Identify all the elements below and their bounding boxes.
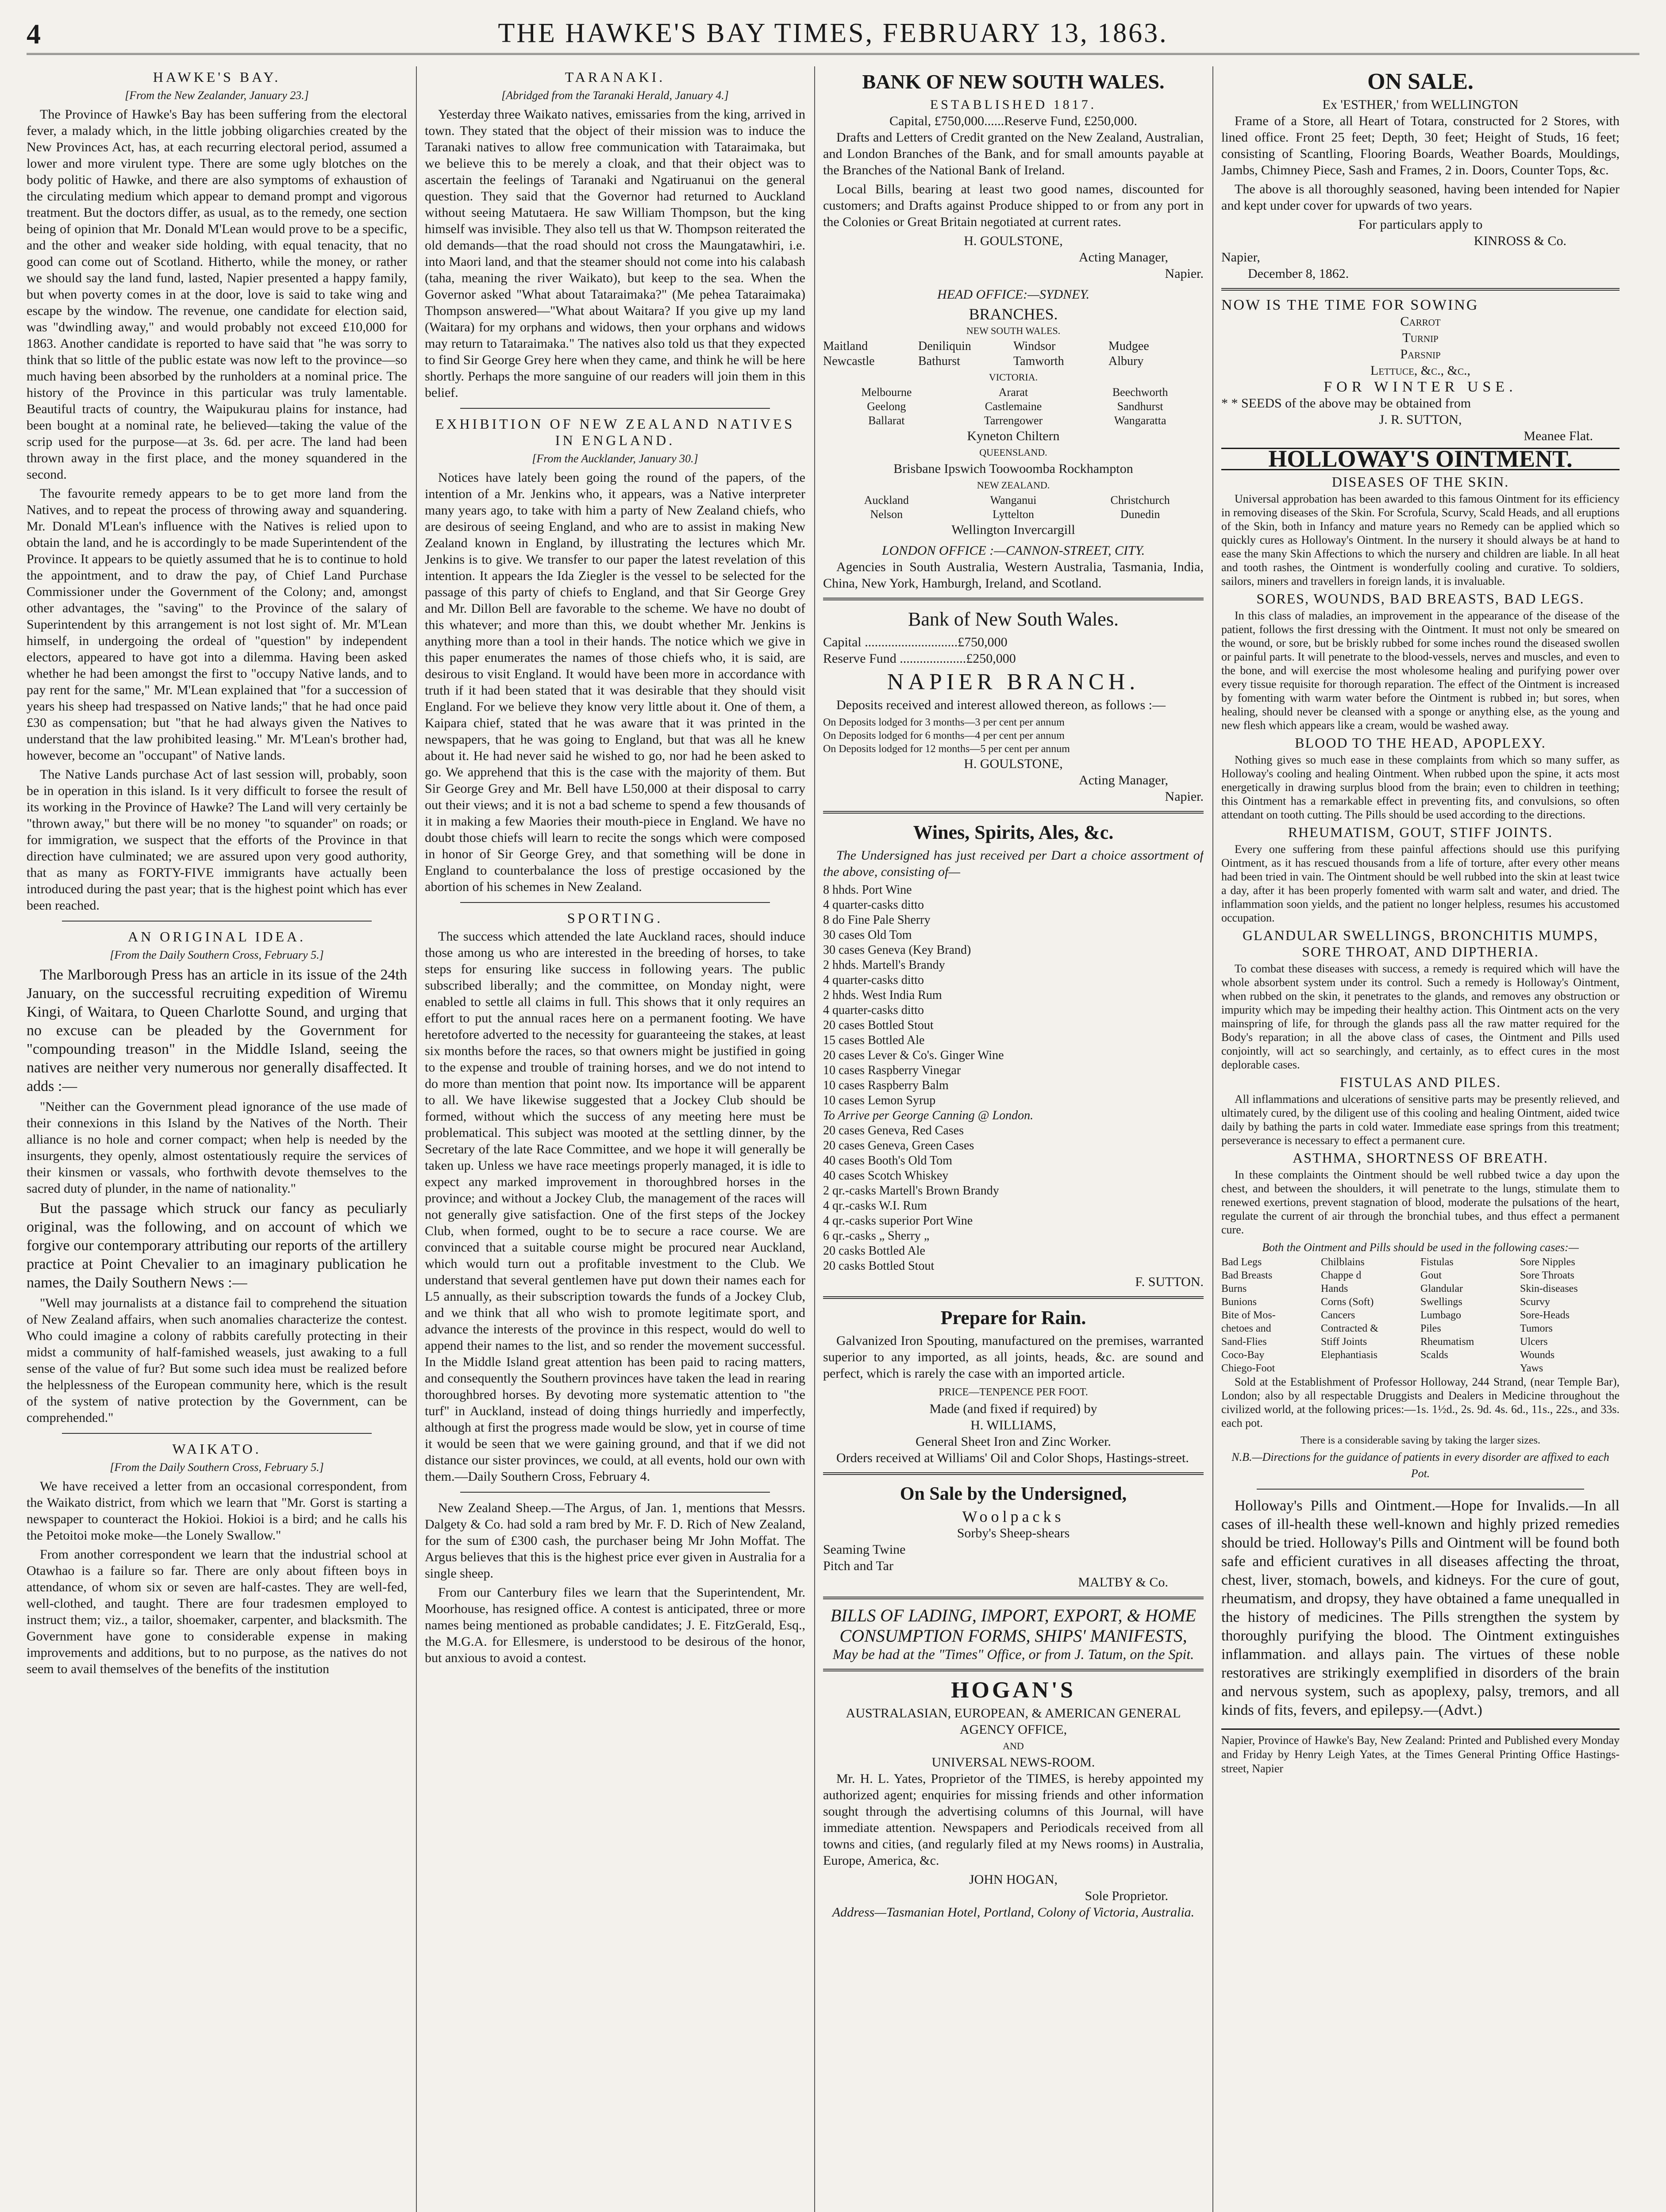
ailment-cell: Burns [1221, 1283, 1247, 1294]
ad-title: Bank of New South Wales. [908, 608, 1119, 630]
ad-line: N.B.—Directions for the guidance of patients in every disorder are affixed to each Pot. [1231, 1451, 1609, 1480]
ad-line: Made (and fixed if required) by [929, 1402, 1097, 1416]
ad-paragraph: Orders received at Williams' Oil and Color Shops, Hastings-street. [836, 1451, 1189, 1465]
list-item: 8 hhds. Port Wine [823, 883, 912, 897]
ad-signer-title: Acting Manager, [1078, 773, 1168, 787]
list-item: 4 qr.-casks superior Port Wine [823, 1214, 973, 1228]
list-item: 4 quarter-casks ditto [823, 1003, 924, 1017]
article-paragraph: "Well may journalists at a distance fail to comprehend the situation of New Zealand affairs, when such anomalies characterize the contest. Who could imagine a colony of rabbits carefully protecting in their midst a community of half-famished weasels, just awaking to a full sense of the value of fur? But some such idea must be realized before the helplessness of the European community here, which is the result of the system of native protection by the Government, can be comprehended." [27, 1296, 407, 1425]
ailment-cell: Sore Throats [1520, 1270, 1574, 1281]
list-item: 2 qr.-casks Martell's Brown Brandy [823, 1184, 999, 1198]
article-paragraph: Notices have lately been going the round of the papers, of the intention of a Mr. Jenkins who, it appears, was a Native interpreter many years ago, to take with him a party of New Zealand chiefs, who are desirous of seeing England, and who are to assist in making New Zealand known in England, by illustrating the lectures which Mr. Jenkins is to give. We transfer to our paper the latest revelation of this intention. It appears the Ida Ziegler is the vessel to be selected for the passage of this party of chiefs to England, and that Sir George Grey and Mr. Dillon Bell are favorable to the scheme. We have no doubt of this whatever; and more than this, we doubt whether Mr. Jenkins is anything more than a tool in their hands. The notice which we give in this paper enumerates the names of those chiefs who, it is said, are desirous to visit England. It would have been more in accordance with truth if it had been stated that it was desirable that they should visit England. For we believe they know very little about it. One of them, a Kaipara chief, stated that he was aware that it was printed in the newspapers, that he was going to England, but that was all he knew about it. He had never said he wished to go, nor had he been asked to go. We apprehend that this is the case with the majority of them. But Sir George Grey and Mr. Bell have L50,000 at their disposal to carry out their views; and it is not a bad scheme to spend a few thousands of it in making a few Maories their mouth-piece in England. We have no doubt those chiefs will learn to recite the songs which were composed in honor of Sir George Grey, and that something will be done in England to counterbalance the loss of prestige occasioned by the abortion of his schemes in New Zealand. [425, 470, 805, 894]
list-item: Parsnip [1400, 347, 1441, 361]
deposit-rate: On Deposits lodged for 6 months—4 per cent per annum [823, 730, 1065, 741]
ad-signer-title: Acting Manager, [1078, 250, 1168, 265]
list-item: 10 cases Lemon Syrup [823, 1094, 936, 1107]
ad-paragraph: To combat these diseases with success, a remedy is required which will have the whole absorbent system under its control. Such a remedy is Holloway's Ointment, when rubbed on the skin, it penetrates to the glands, and removes any obstruction or impurity which may be impeding their healthy action. This Ointment acts on the very mainspring of life, for through the glands pass all the raw matter required for the Body's reparation; in all the above class of cases, the Ointment and Pills used conjointly, will act so searchingly, and certainly, as to effect cures in the most deplorable cases. [1221, 962, 1620, 1071]
ailment-cell: Stiff Joints [1321, 1336, 1367, 1348]
ailment-cell: Swellings [1420, 1296, 1462, 1308]
article-source: [From the Aucklander, January 30.] [532, 452, 698, 465]
branch-name: Newcastle [823, 354, 875, 368]
ad-capital: Capital, £750,000......Reserve Fund, £250,000. [889, 114, 1137, 128]
ailment-cell: Corns (Soft) [1321, 1296, 1374, 1308]
list-item: 10 cases Raspberry Vinegar [823, 1064, 961, 1077]
ailment-cell: Chappe d [1321, 1270, 1362, 1281]
ailment-cell: Bad Legs [1221, 1256, 1262, 1268]
ad-subtitle: ESTABLISHED 1817. [930, 97, 1097, 112]
section-divider [823, 1472, 1204, 1475]
branch-list-nsw [823, 339, 1204, 369]
column-3 [823, 66, 1204, 2212]
article-source: [Abridged from the Taranaki Herald, January 4.] [501, 89, 729, 102]
branch-name: Bathurst [918, 354, 960, 368]
column-rule [416, 66, 417, 2212]
branch-list-nz [823, 493, 1204, 522]
article-paragraph: The Province of Hawke's Bay has been suffering from the electoral fever, a malady which, in the little jobbing oligarchies created by the New Provinces Act, has, at each recurring electoral period, assumed a lower and more virulent type. There are some ugly blotches on the body politic of Hawke, and there are also symptoms of exhaustion of the circulating medium which appear to demand prompt and vigorous treatment. But the doctors differ, as usual, as to the remedy, one section being of opinion that Mr. Donald M'Lean would prove to be a specific, and the other and weaker side holding, with equal tenacity, that no good can come out of Scotland. Hitherto, while the money, or rather we should say the land fund, lasted, Napier presented a happy family, but when poverty comes in at the door, love is said to take wing and escape by the window. The revenue, one candidate for election said, was "dwindling away," and would probably not exceed £10,000 for 1863. Another candidate is reported to have said that "he was sorry to think that so little of the public estate was now left to the province—so much having been absorbed by the runholders at a nominal price. The history of the Province in this particular was truly lamentable. Beautiful tracts of country, the Waipukurau plains for instance, had been bought at a nominal rate, he believed—taking the value of the scrip used for the purpose—at 3s. 6d. per acre. The land had been thrown away in the first place, and the money squandered in the second. [27, 107, 407, 482]
branch-name: Nelson [870, 508, 903, 521]
ad-signer: H. GOULSTONE, [964, 757, 1063, 771]
article-heading: AN ORIGINAL IDEA. [127, 929, 306, 945]
ad-subtitle: FOR WINTER USE. [1324, 379, 1517, 395]
branch-name: Wangaratta [1114, 414, 1166, 427]
ailment-cell: Skin-diseases [1520, 1283, 1578, 1294]
ad-paragraph: Local Bills, bearing at least two good names, discounted for customers; and Drafts against Produce shipped to or from any port in the Colonies or Great Britain negotiated at current rates. [823, 182, 1204, 229]
ad-title: BANK OF NEW SOUTH WALES. [862, 70, 1165, 93]
branch-name: Windsor [1013, 339, 1056, 353]
ad-region-label: QUEENSLAND. [979, 447, 1047, 458]
list-item: 2 hhds. West India Rum [823, 988, 942, 1002]
list-item: Carrot [1400, 314, 1441, 329]
article-source: [From the Daily Southern Cross, February 5.] [110, 949, 324, 961]
list-item: 20 casks Bottled Ale [823, 1244, 925, 1258]
article-paragraph: The Marlborough Press has an article in its issue of the 24th January, on the successful recruiting expedition of Wiremu Kingi, of Waitara, to Queen Charlotte Sound, and urging that no excuse can be pleaded by the Government for "compounding treason" in the Middle Island, seeing the natives are neither very numerous nor generally disaffected. It adds :— [27, 967, 407, 1094]
ad-paragraph: In this class of maladies, an improvement in the appearance of the disease of the patient, follows the first dressing with the Ointment. It must not only be smeared on the wound, or sore, but be briskly rubbed for some inches round the diseased swollen or painful parts. It will penetrate to the blood-vessels, nerves and muscles, and even to the bone, and will exercise the most wholesome healing and purifying power over every tissue requisite for thorough reparation. The effect of the Ointment is increased by fomenting with warm water before the Ointment is rubbed in; but sores, when healing, should never be cleansed with a sponge or anything else, as the young and new flesh which appears like a cream, would be washed away. [1221, 609, 1620, 732]
ad-paragraph: The Undersigned has just received per Dart a choice assortment of the above, consisting of— [823, 848, 1204, 879]
ad-signer-title: General Sheet Iron and Zinc Worker. [916, 1434, 1111, 1449]
branch-name: Wanganui [990, 494, 1037, 507]
newspaper-title: THE HAWKE'S BAY TIMES, FEBRUARY 13, 1863. [498, 18, 1168, 48]
ad-title: HOGAN'S [951, 1678, 1076, 1703]
ad-line: For particulars apply to [1358, 217, 1483, 232]
ad-signer: J. R. SUTTON, [1379, 412, 1462, 427]
ad-subtitle: AND [1003, 1740, 1024, 1751]
page-number: 4 [27, 18, 41, 50]
branch-line: Kyneton Chiltern [967, 429, 1060, 443]
ad-paragraph: Holloway's Pills and Ointment.—Hope for Invalids.—In all cases of ill-health these well-known and highly prized remedies should be tried. Holloway's Pills and Ointment will be found both safe and efficient curatives in all diseases affecting the throat, chest, liver, stomach, bowels, and kidneys. For the cure of gout, rheumatism, and dropsy, they have obtained a fame unequalled in the history of medicines. The Pills strengthen the system by thoroughly purifying the blood. The Ointment extinguishes inflammation. and allays pain. The virtues of these noble restoratives are strikingly exemplified in disorders of the brain and nervous system, such as apoplexy, palsy, tremors, and all kinds of fits, fevers, and epilepsy.—(Advt.) [1221, 1498, 1620, 1718]
article-paragraph: New Zealand Sheep.—The Argus, of Jan. 1, mentions that Messrs. Dalgety & Co. had sold a ram bred by Mr. F. D. Rich of New Zealand, for the sum of £300 cash, the purchaser being Mr John Moffat. The Argus believes that this is the highest price ever given in Australia for a single sheep. [425, 1501, 805, 1581]
branch-name: Mudgee [1108, 339, 1149, 353]
ad-paragraph: The above is all thoroughly seasoned, having been intended for Napier and kept under cover for upwards of two years. [1221, 182, 1620, 213]
section-divider [823, 811, 1204, 814]
ailment-cell: Chiego-Foot [1221, 1363, 1275, 1374]
branch-name: Beechworth [1112, 386, 1168, 399]
ad-london-office: LONDON OFFICE :—CANNON-STREET, CITY. [881, 543, 1145, 558]
ad-signer-title: Sole Proprietor. [1085, 1889, 1168, 1903]
ailment-cell: Ulcers [1520, 1336, 1548, 1348]
list-item: 8 do Fine Pale Sherry [823, 913, 931, 927]
ailment-cell: Glandular [1420, 1283, 1463, 1294]
ailment-cell: Tumors [1520, 1323, 1553, 1334]
ailment-cell: Yaws [1520, 1363, 1543, 1374]
list-item: 2 hhds. Martell's Brandy [823, 958, 945, 972]
list-item: Turnip [1402, 330, 1439, 345]
ad-line: May be had at the "Times" Office, or from J. Tatum, on the Spit. [832, 1646, 1194, 1662]
ailment-cell: Contracted & [1321, 1323, 1378, 1334]
branch-name: Ararat [998, 386, 1028, 399]
ad-title: Prepare for Rain. [940, 1307, 1086, 1329]
list-item: 15 cases Bottled Ale [823, 1033, 925, 1047]
ailment-cell: Bunions [1221, 1296, 1257, 1308]
ad-paragraph: Every one suffering from these painful affections should use this purifying Ointment, as it has rescued thousands from a life of torture, after every other means had been tried in vain. The Ointment should be well rubbed into the skin at least twice a day, after it has been properly fomented with warm salt and water, and dried. The inflammation soon yields, and the patient no longer helpless, resumes his accustomed occupation. [1221, 843, 1620, 924]
masthead [27, 18, 1639, 55]
ad-subtitle: Ex 'ESTHER,' from WELLINGTON [1322, 97, 1519, 112]
branch-name: Lyttelton [993, 508, 1034, 521]
branch-list-vic [823, 385, 1204, 428]
list-item: 20 cases Geneva, Red Cases [823, 1124, 964, 1137]
ad-paragraph: Drafts and Letters of Credit granted on the New Zealand, Australian, and London Branches of the Bank, and for small amounts payable at the Branches of the National Bank of Ireland. [823, 130, 1204, 177]
article-paragraph: From another correspondent we learn that the industrial school at Otawhao is a failure so far. There are only about fifteen boys in attendance, of whom six or seven are half-castes. They are well-fed, well-clothed, and taught. There are four tradesmen employed to instruct them; viz., a tailor, shoemaker, carpenter, and blacksmith. The Government have gone to considerable expense in making improvements and additions, but to no purpose, as the natives do not seem to avail themselves of the benefits of the institution [27, 1547, 407, 1676]
ailment-cell: chetoes and [1221, 1323, 1271, 1334]
ad-paragraph: Frame of a Store, all Heart of Totara, constructed for 2 Stores, with lined office. Front 25 feet; Depth, 30 feet; Height of Studs, 16 feet; consisting of Scantling, Flooring Boards, Weather Boards, Mouldings, Jambs, Chimney Piece, Sash and Frames, 2 in. Doors, Counter Tops, &c. [1221, 114, 1620, 177]
ad-line: * * SEEDS of the above may be obtained from [1221, 396, 1471, 411]
column-rule [1212, 66, 1213, 2212]
list-item: 40 cases Scotch Whiskey [823, 1169, 949, 1183]
ad-branches-heading: BRANCHES. [969, 305, 1058, 323]
ailment-cell: Fistulas [1420, 1256, 1454, 1268]
ailment-cell: Sore Nipples [1520, 1256, 1575, 1268]
deposit-rate: On Deposits lodged for 3 months—3 per cent per annum [823, 717, 1065, 728]
branch-name: Maitland [823, 339, 868, 353]
ailment-cell: Sore-Heads [1520, 1310, 1570, 1321]
branch-name: Auckland [864, 494, 909, 507]
ad-subtitle: UNIVERSAL NEWS-ROOM. [931, 1755, 1095, 1770]
section-heading: SORES, WOUNDS, BAD BREASTS, BAD LEGS. [1256, 591, 1585, 607]
ad-signer: JOHN HOGAN, [969, 1872, 1058, 1887]
list-item: 4 quarter-casks ditto [823, 973, 924, 987]
wine-list [823, 883, 1204, 1274]
branch-name: Deniliquin [918, 339, 971, 353]
ad-title: ON SALE. [1367, 69, 1474, 94]
ailments-table [1221, 1256, 1620, 1375]
ad-title: On Sale by the Undersigned, [900, 1484, 1127, 1504]
ailment-cell: Rheumatism [1420, 1336, 1474, 1348]
ailment-cell [1321, 1362, 1420, 1375]
branch-name: Albury [1108, 354, 1144, 368]
section-divider [1257, 1489, 1584, 1490]
section-divider [823, 1597, 1204, 1599]
branch-name: Dunedin [1120, 508, 1160, 521]
ailment-cell: Wounds [1520, 1349, 1555, 1361]
ad-paragraph: All inflammations and ulcerations of sensitive parts may be presently relieved, and ultimately cured, by the diligent use of this cooling and healing Ointment, aided twice daily by bathing the parts in cold water. Immediate ease springs from this treatment; perseverance is necessary to effect a permanent cure. [1221, 1093, 1620, 1147]
list-item: 4 quarter-casks ditto [823, 898, 924, 912]
ad-capital: Capital ............................£750,000 [823, 635, 1008, 649]
ad-signer: F. SUTTON. [1135, 1275, 1204, 1289]
ad-title: BILLS OF LADING, IMPORT, EXPORT, & HOME CONSUMPTION FORMS, SHIPS' MANIFESTS, [830, 1605, 1197, 1646]
ad-line: Both the Ointment and Pills should be used in the following cases:— [1262, 1241, 1579, 1254]
printer-imprint: Napier, Province of Hawke's Bay, New Zealand: Printed and Published every Monday and Friday by Henry Leigh Yates, at the Times General Printing Office Hastings-street, Napier [1221, 1728, 1620, 1776]
ad-title: HOLLOWAY'S OINTMENT. [1221, 448, 1620, 470]
ad-signer: H. GOULSTONE, [964, 234, 1063, 248]
article-paragraph: "Neither can the Government plead ignorance of the use made of their connexions in this Island by the Natives of the North. Their alliance is no hole and corner compact; when help is needed by the insurgents, they openly, almost ostentatiously require the services of their kinsmen or vassals, who forthwith devote themselves to the sacred duty of plunder, in the name of nationality." [27, 1099, 407, 1196]
ad-head-office: HEAD OFFICE:—SYDNEY. [937, 287, 1089, 302]
column-1 [27, 66, 407, 2212]
ad-branch-name: NAPIER BRANCH. [887, 669, 1140, 695]
list-item: 6 qr.-casks „ Sherry „ [823, 1229, 930, 1243]
article-paragraph: From our Canterbury files we learn that the Superintendent, Mr. Moorhouse, has resigned office. A contest is anticipated, three or more names being mentioned as probable candidates; J. E. FitzGerald, Esq., the M.G.A. for Ellesmere, is understood to be desirous of the honor, but anxious to avoid a contest. [425, 1585, 805, 1665]
ailment-cell: Gout [1420, 1270, 1442, 1281]
ailment-cell: Piles [1420, 1323, 1441, 1334]
ailment-cell: Chilblains [1321, 1256, 1365, 1268]
column-2 [425, 66, 805, 2212]
ailment-cell [1420, 1362, 1520, 1375]
branch-name: Christchurch [1110, 494, 1170, 507]
list-item: Seaming Twine [823, 1542, 906, 1557]
section-heading: RHEUMATISM, GOUT, STIFF JOINTS. [1288, 824, 1553, 840]
section-divider [62, 921, 372, 922]
branch-name: Ballarat [868, 414, 905, 427]
ailment-cell: Bad Breasts [1221, 1270, 1273, 1281]
ad-region-label: VICTORIA. [989, 372, 1038, 383]
branch-name: Melbourne [861, 386, 912, 399]
ad-paragraph: Sold at the Establishment of Professor Holloway, 244 Strand, (near Temple Bar), London; also by all respectable Druggists and Dealers in Medicine throughout the civilized world, at the following prices:—1s. 1½d., 2s. 9d. 4s. 6d., 11s., 22s., and 33s. each pot. [1221, 1375, 1620, 1429]
list-item: 40 cases Booth's Old Tom [823, 1154, 952, 1167]
list-item: 30 cases Old Tom [823, 928, 912, 942]
article-heading: TARANAKI. [565, 69, 666, 85]
section-divider [823, 1296, 1204, 1299]
section-divider [460, 408, 770, 409]
ad-paragraph: Agencies in South Australia, Western Australia, Tasmania, India, China, New York, Hamburgh, Ireland, and Scotland. [823, 560, 1204, 591]
ailment-cell: Hands [1321, 1283, 1348, 1294]
deposit-rate: On Deposits lodged for 12 months—5 per cent per annum [823, 743, 1070, 755]
ad-paragraph: Mr. H. L. Yates, Proprietor of the TIMES, is hereby appointed my authorized agent; enquiries for missing friends and other information sought through the advertising columns of this Journal, will have immediate attention. Newspapers and Periodicals received from all towns and cities, (and regularly filed at my News rooms) in Australia, Europe, America, &c. [823, 1771, 1204, 1868]
ad-place: Meanee Flat. [1524, 429, 1593, 443]
ad-line: There is a considerable saving by taking the larger sizes. [1300, 1435, 1541, 1446]
ailment-cell: Scurvy [1520, 1296, 1550, 1308]
ailment-cell: Sand-Flies [1221, 1336, 1267, 1348]
article-paragraph: But the passage which struck our fancy as peculiarly original, was the following, and on account of which we forgive our contemporary attributing our reports of the artillery practice at Point Chevalier to an imaginary publication he names, the Daily Southern News :— [27, 1200, 407, 1291]
ailment-cell: Bite of Mos- [1221, 1310, 1276, 1321]
article-heading: SPORTING. [567, 910, 663, 926]
section-heading: GLANDULAR SWELLINGS, BRONCHITIS MUMPS, SORE THROAT, AND DIPTHERIA. [1242, 927, 1599, 960]
ad-paragraph: Nothing gives so much ease in these complaints from which so many suffer, as Holloway's cooling and healing Ointment. When rubbed upon the spine, it acts most energetically in drawing surplus blood from the brain; even to children in teething; this Ointment has a remarkable effect in preventing fits, and convulsions, so often attendant on tooth cutting. The Pills should be used according to the directions. [1221, 753, 1620, 821]
list-item: 20 cases Lever & Co's. Ginger Wine [823, 1048, 1004, 1062]
list-item: 20 cases Bottled Stout [823, 1018, 934, 1032]
article-heading: HAWKE'S BAY. [153, 69, 281, 85]
branch-name: Tarrengower [984, 414, 1043, 427]
column-4 [1221, 66, 1620, 2212]
ad-signer-place: Napier. [1165, 789, 1204, 804]
article-heading: EXHIBITION OF NEW ZEALAND NATIVES IN ENGLAND. [435, 416, 795, 448]
ailment-cell: Scalds [1420, 1349, 1448, 1361]
ad-signer: KINROSS & Co. [1474, 234, 1566, 248]
article-paragraph: The favourite remedy appears to be to get more land from the Natives, and to repeat the process of throwing away and squandering. Mr. Donald M'Lean's influence with the Natives is relied upon to obtain the land, and he is accordingly to be made Superintendent of the Province. It appears to be quietly assumed that he is to continue to hold the appointment, and to draw the pay, of Chief Land Purchase Commissioner under the Government of the Colony; and, amongst other advantages, the "saving" to the Province of the salary of Superintendent by this arrangement is not lost sight of. Mr. M'Lean himself, in undergoing the ordeal of "question" by independent electors, appeared to have got into a dilemma. Having been asked whether he had been amongst the first to "occupy Native lands, and to pay rent for the same," Mr. M'Lean explained that "for a succession of years his sheep had trespassed on Native lands;" that he had once paid £30 as compensation; but "that he had always given the Natives to understand that the law prohibited leasing." Mr. M'Lean's brother had, however, become an "occupant" of Native lands. [27, 486, 407, 763]
ailment-cell: Coco-Bay [1221, 1349, 1265, 1361]
ad-reserve: Reserve Fund ....................£250,000 [823, 651, 1016, 666]
list-item: To Arrive per George Canning @ London. [823, 1109, 1034, 1122]
list-item: Pitch and Tar [823, 1559, 893, 1573]
section-heading: FISTULAS AND PILES. [1339, 1074, 1501, 1090]
ad-signer-place: Napier. [1165, 266, 1204, 281]
section-divider [460, 1492, 770, 1493]
ad-subtitle: AUSTRALASIAN, EUROPEAN, & AMERICAN GENERAL AGENCY OFFICE, [846, 1706, 1181, 1737]
article-source: [From the New Zealander, January 23.] [125, 89, 309, 102]
ad-signer: H. WILLIAMS, [970, 1418, 1056, 1432]
ailment-cell: Elephantiasis [1321, 1349, 1377, 1361]
ailment-cell: Lumbago [1420, 1310, 1461, 1321]
section-divider [823, 1669, 1204, 1671]
list-item: 20 cases Geneva, Green Cases [823, 1139, 974, 1152]
list-item: 4 qr.-casks W.I. Rum [823, 1199, 927, 1213]
article-paragraph: The success which attended the late Auckland races, should induce those among us who are interested in the breeding of horses, to take steps for ensuring like success in following years. The public subscribed liberally; and the committee, on Monday night, were enabled to settle all claims in full. This shows that it only requires an effort to put the annual races here on a permanent footing. We have heretofore adverted to the necessity for guaranteeing the stakes, at least six months before the races, so that owners might be justified in going to the expense and trouble of training horses, and we do not intend to do more than mention that point now. Its importance will be apparent to all. We have likewise suggested that a Jockey Club should be formed, without which the success of any meeting here must be problematical. This subject was mooted at the settling dinner, by the Secretary of the late Race Committee, and we hope it will generally be taken up. Unless we have race meetings properly managed, it is idle to expect any marked improvement in thoroughbred horses in the province; and without a Jockey Club, the management of the races will not generally give satisfaction. One of the first steps of the Jockey Club, when formed, ought to be to secure a race course. We are convinced that a suitable course might be procured near Auckland, which would turn out a profitable investment to the Club. We understand that several gentlemen have put down their names each for L5 annually, as their subscription towards the funds of a Jockey Club, and we think that all who wish to promote legitimate sport, and advance the interests of the province in this respect, would do well to append their names to the list, and so render the movement successful. In the Middle Island great attention has been paid to racing matters, and consequently the Southern provinces have taken the lead in rearing thoroughbred horses. By devoting more systematic attention to "the turf" in Auckland, instead of doing things hurriedly and imperfectly, although at first the progress made would be slow, yet in course of time it would be seen that we were gaining ground, and that if we did not distance our sister provinces, we could, at all events, hold our own with them.—Daily Southern Cross, February 4. [425, 929, 805, 1484]
branch-name: Geelong [867, 400, 906, 413]
list-item: 10 cases Raspberry Balm [823, 1079, 949, 1092]
branch-name: Tamworth [1013, 354, 1064, 368]
list-item: Lettuce, &c., &c., [1370, 363, 1470, 378]
ad-price: PRICE—TENPENCE PER FOOT. [939, 1386, 1088, 1398]
ad-region-label: NEW SOUTH WALES. [966, 325, 1061, 336]
list-item: 20 casks Bottled Stout [823, 1259, 935, 1273]
ad-paragraph: In these complaints the Ointment should be well rubbed twice a day upon the chest, and between the shoulders, it will penetrate to the lungs, stimulate them to renewed exertions, prevent stagnation of blood, moderate the pulsations of the heart, regulate the current of air through the bronchial tubes, and thus effect a permanent cure. [1221, 1168, 1620, 1236]
article-source: [From the Daily Southern Cross, February 5.] [110, 1461, 324, 1474]
ad-signer: MALTBY & Co. [1078, 1575, 1168, 1590]
branch-line: Wellington Invercargill [951, 522, 1075, 537]
section-heading: DISEASES OF THE SKIN. [1331, 474, 1509, 490]
list-item: Sorby's Sheep-shears [957, 1526, 1070, 1540]
article-paragraph: We have received a letter from an occasional correspondent, from the Waikato district, from which we learn that "Mr. Gorst is starting a newspaper to counteract the Hokioi. Hokioi is a bird; and he calls his the Petoitoi moke moke—the Lonely Swallow." [27, 1479, 407, 1543]
section-divider [823, 598, 1204, 600]
list-item: 30 cases Geneva (Key Brand) [823, 943, 971, 957]
ad-paragraph: Galvanized Iron Spouting, manufactured on the premises, warranted superior to any imported, as all joints, heads, &c. are sound and perfect, which is rarely the case with an imported article. [823, 1333, 1204, 1381]
ad-place: Napier, [1221, 250, 1260, 265]
section-divider [460, 902, 770, 903]
list-item: Woolpacks [962, 1508, 1065, 1525]
ad-date: December 8, 1862. [1248, 266, 1349, 281]
column-rule [814, 66, 815, 2212]
article-paragraph: Yesterday three Waikato natives, emissaries from the king, arrived in town. They stated that the object of their mission was to induce the Taranaki natives to allow free communication with Tataraimaka, but we believe this to be merely a cloak, and that their object was to ascertain the feelings of Taranaki and Ngatiruanui on the general question. They said that the Governor had returned to Auckland without seeing Matutaera. He saw William Thompson, but the king himself was invisible. They also tell us that W. Thompson reiterated the old demands—that the road should not cross the Maungatawhiri, i.e. into Maori land, and that the steamer should not come into his calabash (taha, meaning the river Waikato), but keep to the sea. When the Governor asked "What about Tataraimaka?" (Me pehea Tataraimaka) Thompson answered—"What about Waitara? If you give up my land (Waitara) for my orphans and widows, then your orphans and widows may return to Tataraimaka." The natives also told us that they expected to find Sir George Grey here when they came, and think he will be here shortly. Perhaps the more sanguine of our readers will join them in this belief. [425, 107, 805, 400]
section-heading: ASTHMA, SHORTNESS OF BREATH. [1293, 1150, 1548, 1166]
section-heading: BLOOD TO THE HEAD, APOPLEXY. [1295, 735, 1546, 751]
article-paragraph: The Native Lands purchase Act of last session will, probably, soon be in operation in this island. Is it very difficult to forsee the result of its working in the Province of Hawke? The Land will very certainly be "thrown away," but there will be no money "to squander" on roads; or for immigration, we suspect that the efforts of the Province in that direction have culminated; we are assured upon very good authority, that as many as FORTY-FIVE immigrants have actually been introduced during the past year; that is the highest point which has ever been reached. [27, 767, 407, 913]
section-divider [1221, 288, 1620, 291]
ailment-cell: Cancers [1321, 1310, 1355, 1321]
ad-paragraph: Universal approbation has been awarded to this famous Ointment for its efficiency in removing diseases of the Skin. For Scrofula, Scurvy, Scald Heads, and all eruptions of the Skin, both in Infancy and mature years no Remedy can be applied which so quickly cures as Holloway's Ointment. In the nursery it should always be at hand to ease the many Skin Affections to which the nursery and children are liable. In all heat and tooth rashes, the Ointment is wonderfully cooling and curative. To soldiers, sailors, miners and travellers in foreign lands, it is invaluable. [1221, 492, 1620, 588]
branch-name: Sandhurst [1117, 400, 1163, 413]
ad-region-label: NEW ZEALAND. [977, 480, 1050, 491]
ad-title: Wines, Spirits, Ales, &c. [913, 822, 1114, 843]
ad-title: NOW IS THE TIME FOR SOWING [1221, 297, 1479, 313]
ad-paragraph: Deposits received and interest allowed thereon, as follows :— [836, 698, 1166, 712]
section-divider [62, 1433, 372, 1434]
branch-line: Brisbane Ipswich Toowoomba Rockhampton [893, 461, 1133, 476]
article-heading: WAIKATO. [172, 1441, 262, 1457]
ad-address: Address—Tasmanian Hotel, Portland, Colony of Victoria, Australia. [832, 1905, 1195, 1920]
branch-name: Castlemaine [985, 400, 1042, 413]
